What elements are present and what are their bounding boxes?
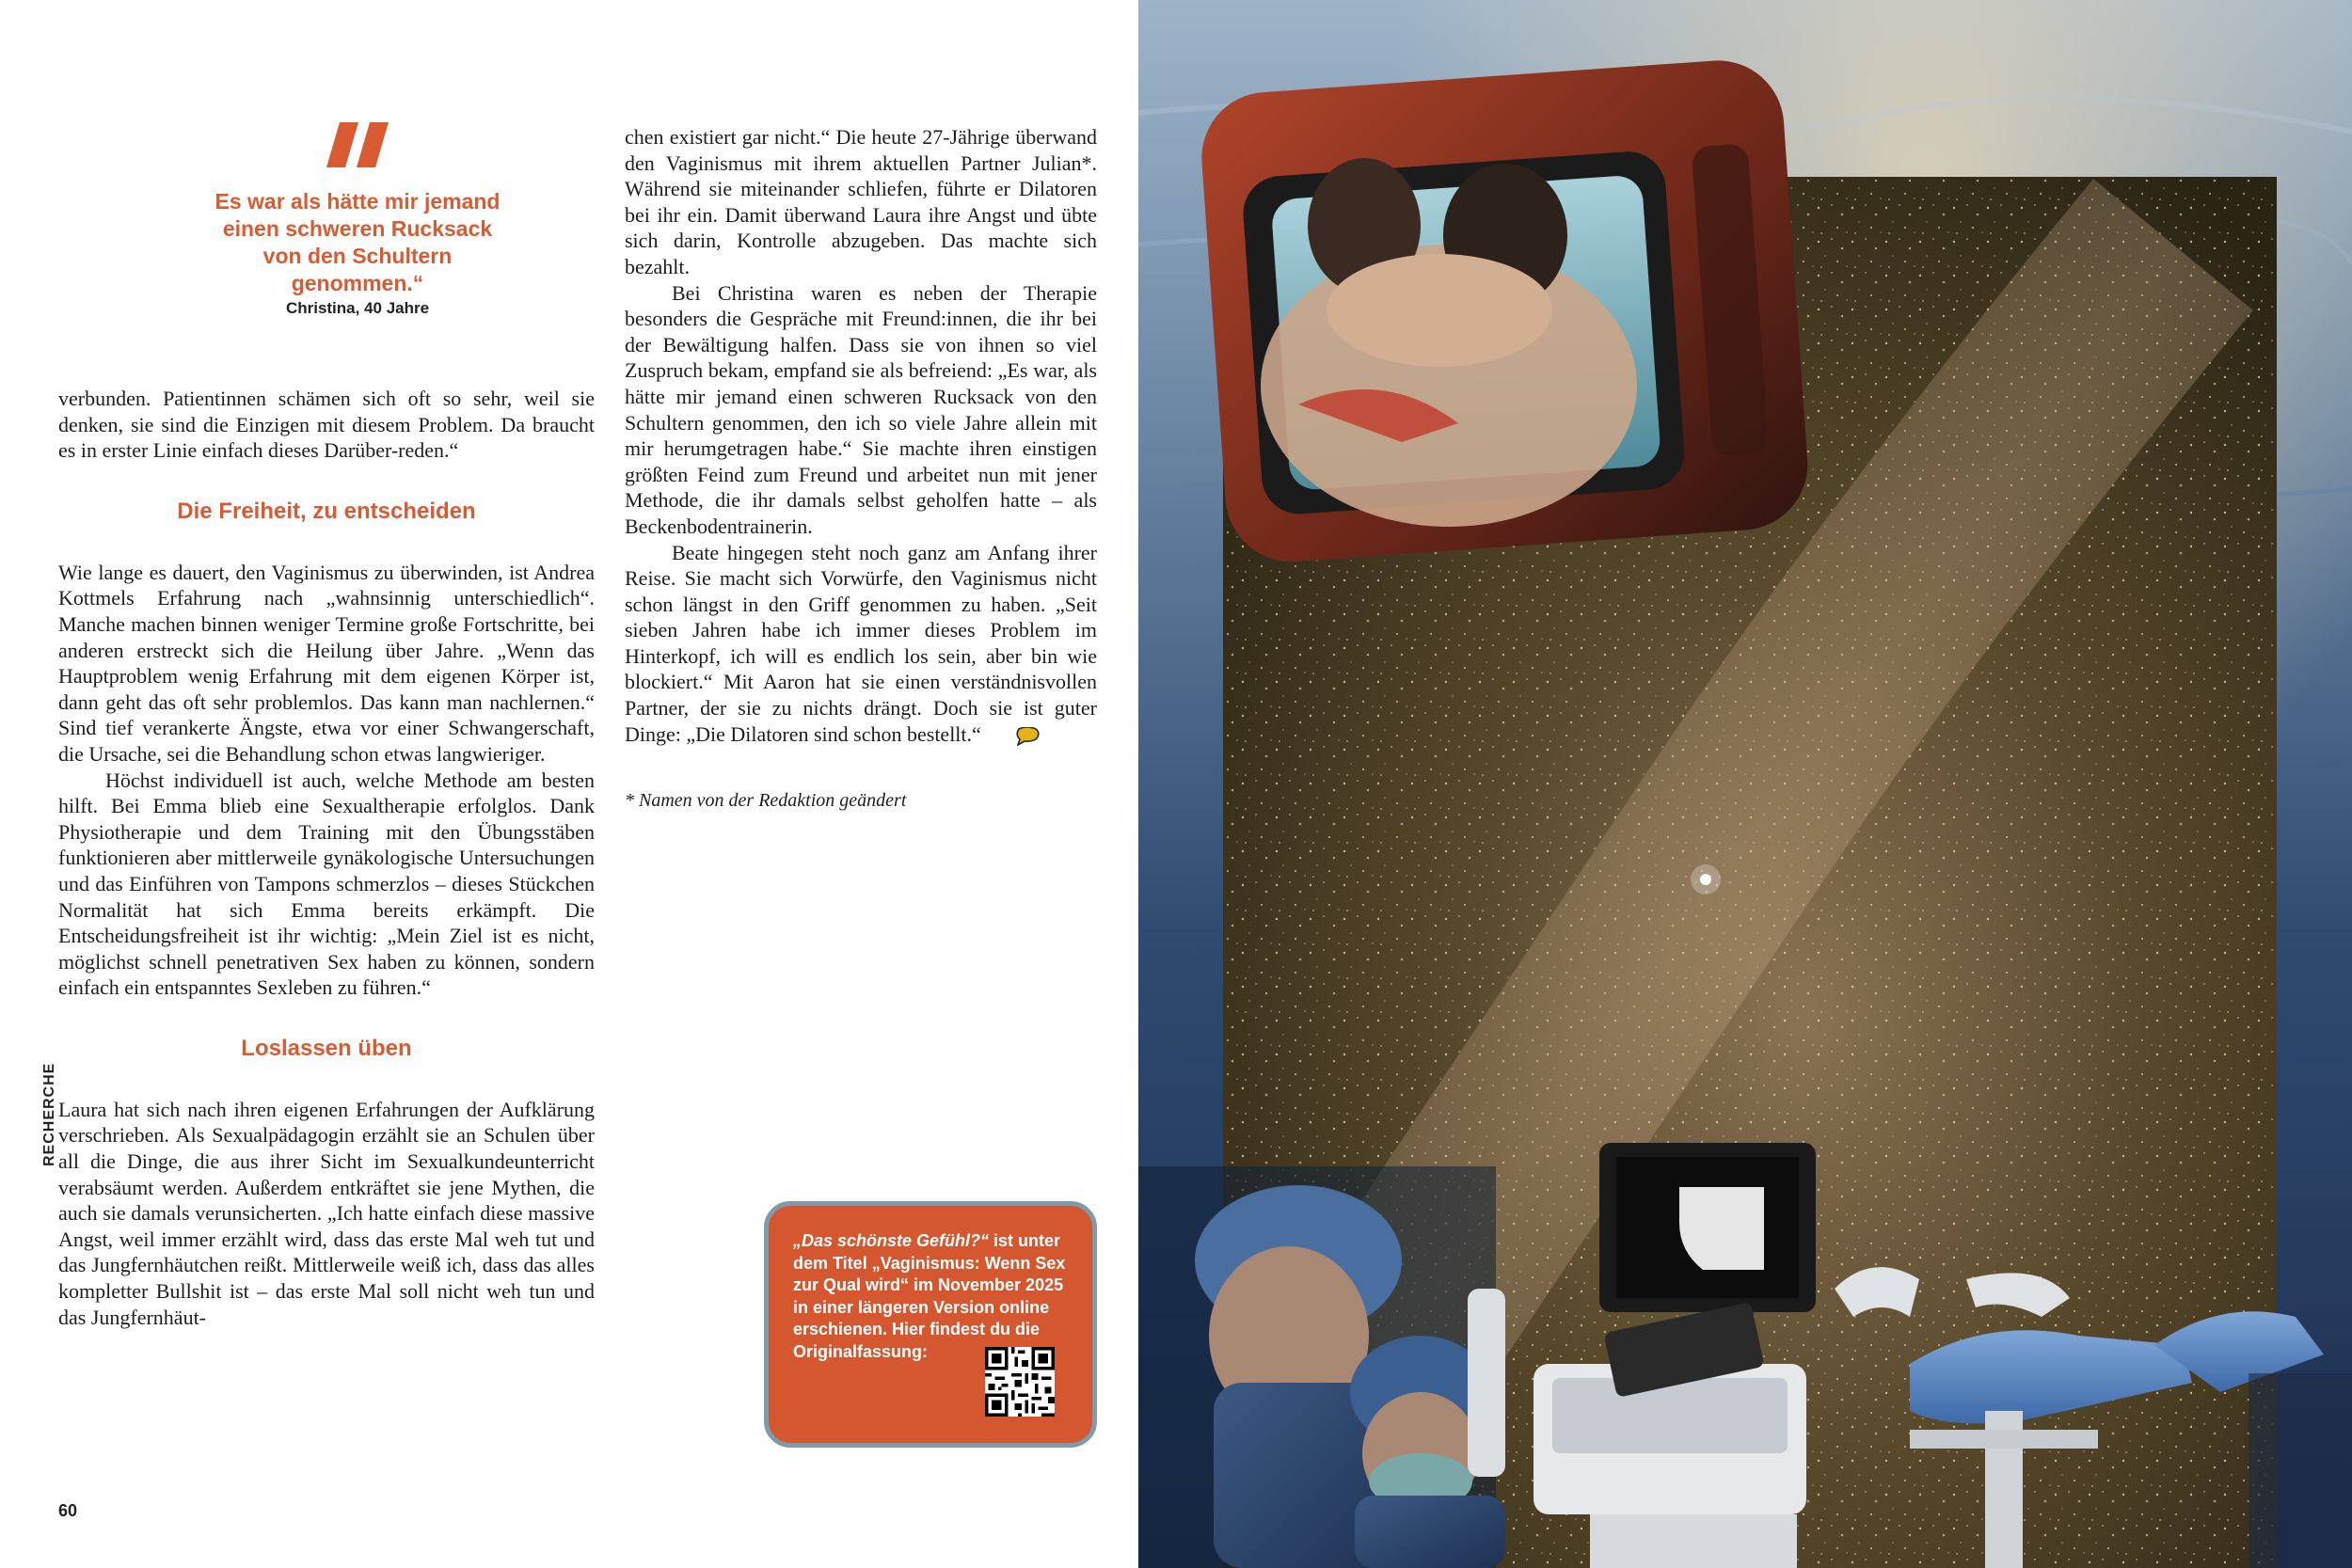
ultrasound-monitor [1599,1143,1816,1312]
text-column-left [58,386,595,1330]
page-number: 60 [58,1501,78,1520]
quote-text: Es war als hätte mir jemand einen schweren Rucksack von den Schultern genommen.“ [215,189,501,295]
text-column-right [625,124,1097,815]
section-heading: Die Freiheit, zu entscheiden [177,498,476,524]
surgeons [1138,1166,1505,1568]
qr-code[interactable] [985,1347,1055,1417]
section-label: RECHERCHE [41,1062,57,1166]
paragraph: Wie lange es dauert, den Vaginismus zu überwinden, ist Andrea Kottmels Erfahrung nach „wahnsinnig unterschiedlich“. Manche machen binnen weniger Termine große Fortschritte, bei anderen erstreckt sich die Heilung über Jahre. „Wenn das Hauptproblem wenig Erfahrung mit dem eigenen Körper ist, dann geht das oft sehr problemlos. Das kann man nachlernen.“ Sind tief verankerte Ängste, etwa vor einer Schwangerschaft, die Ursache, sei die Behandlung schon etwas langwieriger. [58,560,595,766]
info-box [764,1201,1097,1448]
pull-quote [207,122,508,318]
paragraph: Bei Christina waren es neben der Therapie besonders die Gespräche mit Freund:innen, die ihr bei der Bewältigung halfen. Dass sie von ihnen so viel Zuspruch bekam, empfand sie als befreiend: „Es war, als hätte mir jemand einen schweren Rucksack von den Schultern genommen, den ich so viele Jahre allein mit mir herumgetragen habe.“ Sie machte ihren einstigen größten Feind zum Freund und arbeitet nun mit jener Methode, die ihr damals selbst geholfen hatte – als Beckenbodentrainerin. [625,280,1097,538]
section-heading: Loslassen üben [241,1035,412,1061]
paragraph: Höchst individuell ist auch, welche Methode am besten hilft. Bei Emma blieb eine Sexualtherapie erfolglos. Dank Physiotherapie und dem Training mit den Übungsstäben funktionieren aber mittlerweile gynäkologische Untersuchungen und das Einführen von Tampons schmerzlos – dieses Stückchen Normalität hat sich Emma bereits erkämpft. Die Entscheidungsfreiheit ist ihr wichtig: „Mein Ziel ist es nicht, möglichst schnell penetrativen Sex haben zu können, sondern einfach ein entspanntes Sexleben zu führen.“ [58,768,595,1000]
info-box-lead: „Das schönste Gefühl?“ [793,1231,990,1250]
paragraph: Laura hat sich nach ihren eigenen Erfahrungen der Aufklärung verschrieben. Als Sexualpädagogin erzählt sie an Schulen über all die Dinge, die aus ihrer Sicht im Sexualkundeunterricht verabsäumt werden. Außerdem entkräftet sie jene Mythen, die auch sie damals verunsicherten. „Ich hatte einfach diese massive Angst, weil immer erzählt wird, dass das erste Mal weh tut und das Jungfernhäutchen reißt. Mittlerweile weiß ich, dass das alles kompletter Bullshit ist – das erste Mal soll nicht weh tun und das Jungfernhäut- [58,1097,595,1329]
paragraph: verbunden. Patientinnen schämen sich oft so sehr, weil sie denken, sie sind die Einzigen mit diesem Problem. Da braucht es in erster Linie einfach dieses Darüber-reden.“ [58,387,595,463]
paragraph-text: Beate hingegen steht noch ganz am Anfang ihrer Reise. Sie macht sich Vorwürfe, den Vaginismus nicht schon längst in den Griff genommen zu haben. „Seit sieben Jahren habe ich immer dieses Problem im Hinterkopf, ich will es endlich los sein, aber bin wie blockiert.“ Mit Aaron hat sie einen verständnisvollen Partner, der sie zu nichts drängt. Doch sie ist guter Dinge: „Die Dilatoren sind schon bestellt.“ [625,540,1097,746]
paragraph: chen existiert gar nicht.“ Die heute 27-Jährige überwand den Vaginismus mit ihrem aktuellen Partner Julian*. Während sie miteinander schliefen, führte er Dilatoren bei ihr ein. Damit überwand Laura ihre Angst und übte sich darin, Kontrolle abzugeben. Das machte sich bezahlt. [625,125,1097,278]
collage-image [1138,0,2352,1568]
footnote: * Namen von der Redaktion geändert [625,790,907,812]
speech-bubble-icon [1015,727,1040,746]
left-page [0,0,1138,1568]
quote-author: Christina, 40 Jahre [285,299,430,317]
quote-mark-icon [326,122,389,167]
paragraph-last [625,540,1097,748]
collage-illustration [1138,0,2352,1568]
info-box-text: ist unter dem Titel „Vaginismus: Wenn Sex zur Qual wird“ im November 2025 in einer längeren Version online erschienen. Hier findest du die Originalfassung: [793,1231,1066,1361]
